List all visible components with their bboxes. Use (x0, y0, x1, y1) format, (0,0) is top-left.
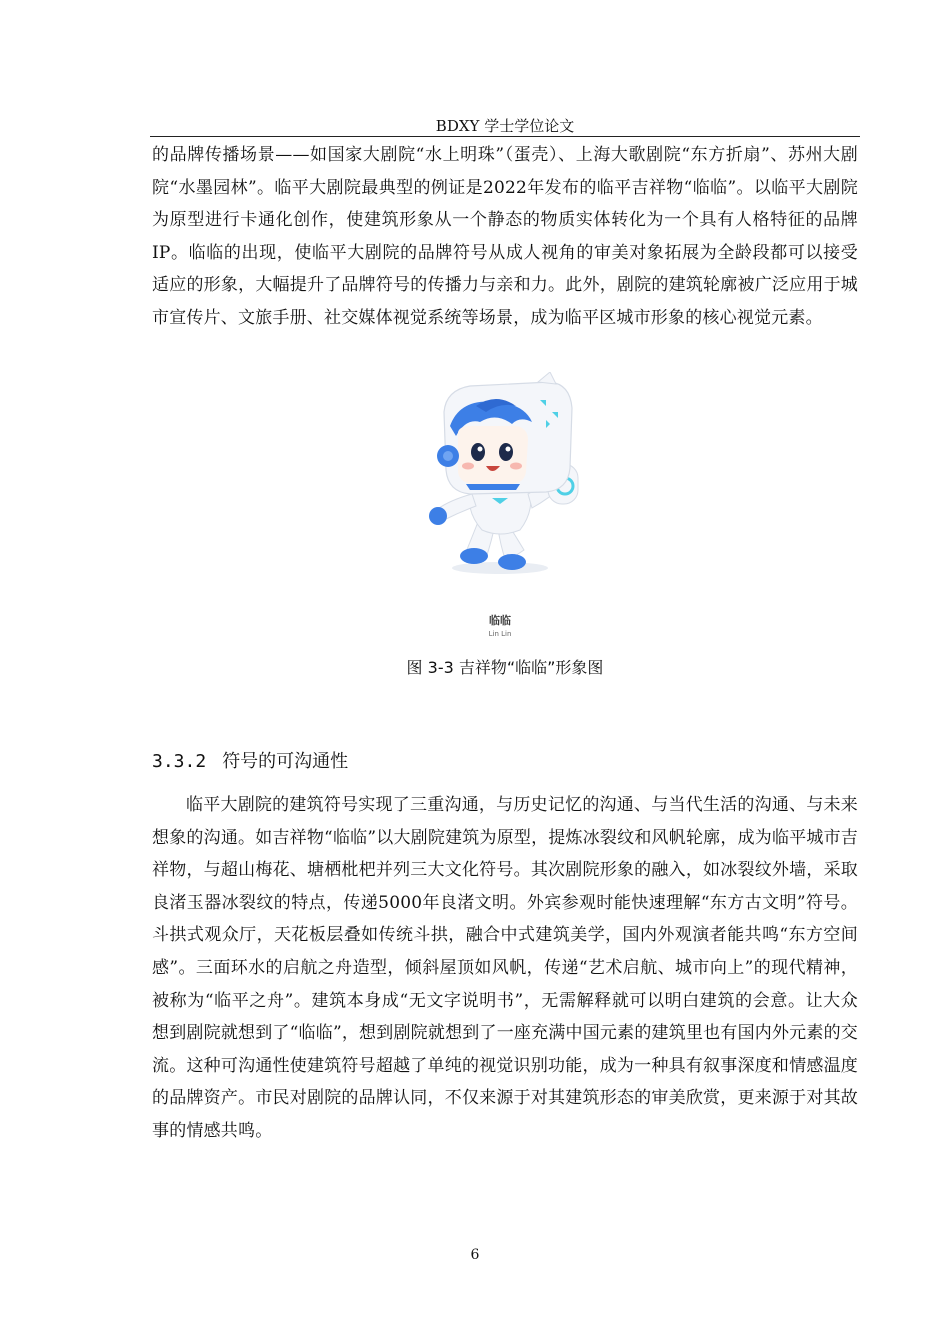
page-number: 6 (470, 1247, 480, 1263)
running-header: BDXY 学士学位论文 (435, 117, 575, 135)
header-rule (150, 136, 860, 137)
section-heading (152, 750, 348, 774)
body-paragraph (152, 789, 858, 1148)
mascot-name-en: Lin Lin (488, 630, 512, 638)
section-title-text: 符号的可沟通性 (222, 751, 349, 772)
mascot-illustration (400, 372, 600, 642)
intro-paragraph-text: 的品牌传播场景——如国家大剧院“水上明珠”（蛋壳）、上海大歌剧院“东方折扇”、苏州大剧院“水墨园林”。临平大剧院最典型的例证是2022年发布的临平吉祥物“临临”。以临平大剧院为原型进行卡通化创作，使建筑形象从一个静态的物质实体转化为一个具有人格特征的品牌IP。临临的出现，使临平大剧院的品牌符号从成人视角的审美对象拓展为全龄段都可以接受适应的形象，大幅提升了品牌符号的传播力与亲和力。此外，剧院的建筑轮廓被广泛应用于城市宣传片、文旅手册、社交媒体视觉系统等场景，成为临平区城市形象的核心视觉元素。 (152, 145, 858, 328)
section-number: 3.3.2 (152, 751, 207, 772)
figure-caption: 图 3-3 吉祥物“临临”形象图 (406, 658, 604, 677)
intro-paragraph (152, 139, 858, 335)
mascot-figure (400, 372, 600, 642)
mascot-name-cn: 临临 (489, 614, 511, 627)
body-paragraph-text: 临平大剧院的建筑符号实现了三重沟通，与历史记忆的沟通、与当代生活的沟通、与未来想象的沟通。如吉祥物“临临”以大剧院建筑为原型，提炼冰裂纹和风帆轮廓，成为临平城市吉祥物，与超山梅花、塘栖枇杷并列三大文化符号。其次剧院形象的融入，如冰裂纹外墙，采取良渚玉器冰裂纹的特点，传递5000年良渚文明。外宾参观时能快速理解“东方古文明”符号。斗拱式观众厅，天花板层叠如传统斗拱，融合中式建筑美学，国内外观演者能共鸣“东方空间感”。三面环水的启航之舟造型，倾斜屋顶如风帆，传递“艺术启航、城市向上”的现代精神，被称为“临平之舟”。建筑本身成“无文字说明书”，无需解释就可以明白建筑的会意。让大众想到剧院就想到了“临临”，想到剧院就想到了一座充满中国元素的建筑里也有国内外元素的交流。这种可沟通性使建筑符号超越了单纯的视觉识别功能，成为一种具有叙事深度和情感温度的品牌资产。市民对剧院的品牌认同，不仅来源于对其建筑形态的审美欣赏，更来源于对其故事的情感共鸣。 (152, 795, 858, 1141)
